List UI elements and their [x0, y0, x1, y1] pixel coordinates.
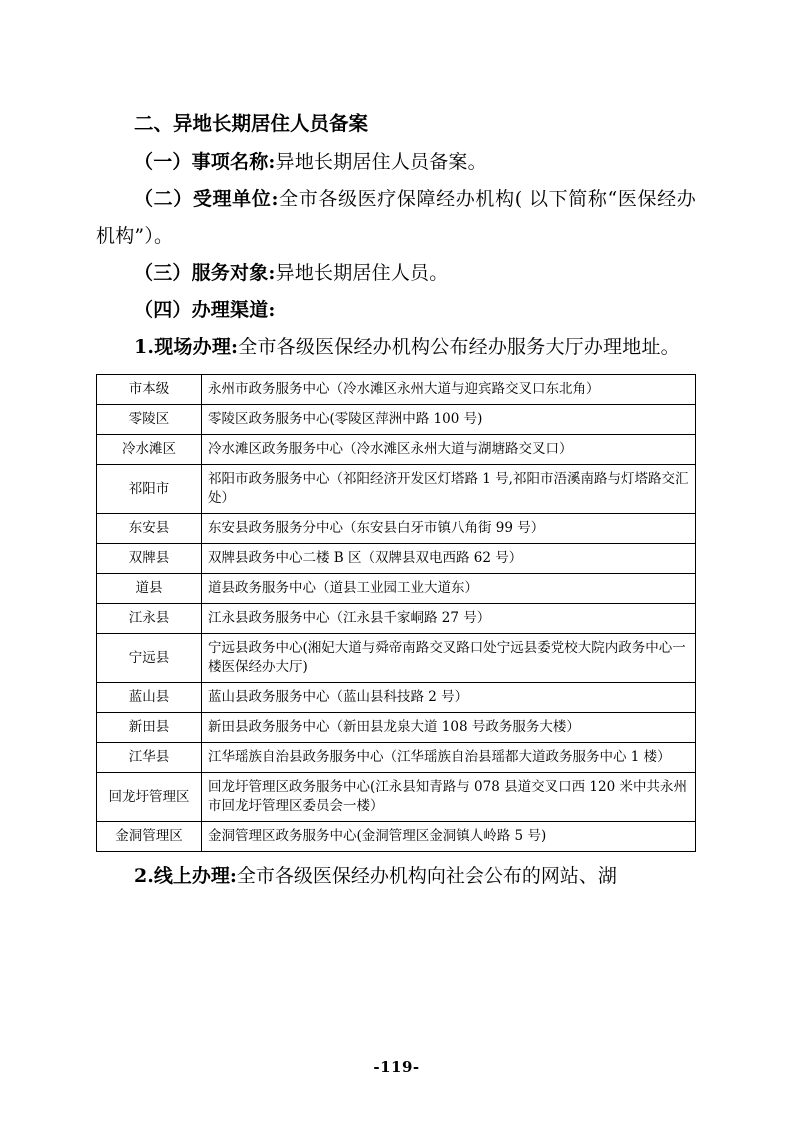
- table-row: [97, 375, 696, 405]
- item-target-paragraph: [96, 255, 696, 292]
- item-unit-paragraph: [96, 181, 696, 255]
- region-cell: 宁远县: [97, 634, 202, 683]
- table-body: [97, 375, 696, 852]
- place-cell: 蓝山县政务服务中心（蓝山县科技路 2 号）: [202, 683, 696, 713]
- place-cell: 江永县政务服务中心（江永县千家峒路 27 号）: [202, 604, 696, 634]
- region-cell: 零陵区: [97, 405, 202, 435]
- region-cell: 东安县: [97, 514, 202, 544]
- online-text: 全市各级医保经办机构向社会公布的网站、湖: [236, 865, 617, 887]
- table-row: [97, 465, 696, 514]
- region-cell: 双牌县: [97, 544, 202, 574]
- table-row: [97, 743, 696, 773]
- item-name-text: 异地长期居住人员备案。: [275, 151, 487, 173]
- place-cell: 永州市政务服务中心（冷水滩区永州大道与迎宾路交叉口东北角）: [202, 375, 696, 405]
- onsite-paragraph: [96, 329, 696, 366]
- place-cell: 祁阳市政务服务中心（祁阳经济开发区灯塔路 1 号,祁阳市浯溪南路与灯塔路交汇处）: [202, 465, 696, 514]
- place-cell: 冷水滩区政务服务中心（冷水滩区永州大道与湖塘路交叉口）: [202, 435, 696, 465]
- item-unit-label: （二）受理单位:: [134, 188, 279, 210]
- item-channel-paragraph: [96, 292, 696, 329]
- place-cell: 双牌县政务中心二楼 B 区（双牌县双电西路 62 号）: [202, 544, 696, 574]
- onsite-text: 全市各级医保经办机构公布经办服务大厅办理地址。: [238, 336, 680, 358]
- region-cell: 冷水滩区: [97, 435, 202, 465]
- table-row: [97, 435, 696, 465]
- place-cell: 江华瑶族自治县政务服务中心（江华瑶族自治县瑶都大道政务服务中心 1 楼）: [202, 743, 696, 773]
- item-target-text: 异地长期居住人员。: [275, 262, 449, 284]
- table-row: [97, 683, 696, 713]
- service-hall-address-table: [96, 374, 696, 852]
- table-row: [97, 713, 696, 743]
- item-channel-label: （四）办理渠道:: [134, 299, 276, 321]
- region-cell: 道县: [97, 574, 202, 604]
- table-row: [97, 405, 696, 435]
- page-content: [96, 104, 696, 895]
- place-cell: 新田县政务服务中心（新田县龙泉大道 108 号政务服务大楼）: [202, 713, 696, 743]
- region-cell: 金洞管理区: [97, 822, 202, 852]
- page-number: -119-: [373, 1058, 420, 1076]
- table-row: [97, 574, 696, 604]
- region-cell: 江华县: [97, 743, 202, 773]
- table-row: [97, 822, 696, 852]
- section-heading: 二、异地长期居住人员备案: [134, 112, 369, 135]
- online-paragraph: [96, 858, 696, 895]
- region-cell: 回龙圩管理区: [97, 773, 202, 822]
- onsite-label: 1.现场办理:: [134, 336, 239, 358]
- place-cell: 道县政务服务中心（道县工业园工业大道东）: [202, 574, 696, 604]
- table-row: [97, 634, 696, 683]
- region-cell: 新田县: [97, 713, 202, 743]
- item-unit-text: 全市各级医疗保障经办机构( 以下简称“医保经办机构”）。: [96, 188, 696, 247]
- region-cell: 祁阳市: [97, 465, 202, 514]
- place-cell: 回龙圩管理区政务服务中心(江永县知青路与 078 县道交叉口西 120 米中共永州市回龙圩管理区委员会一楼）: [202, 773, 696, 822]
- item-name-label: （一）事项名称:: [134, 151, 276, 173]
- table-row: [97, 604, 696, 634]
- place-cell: 零陵区政务服务中心(零陵区萍洲中路 100 号): [202, 405, 696, 435]
- item-target-label: （三）服务对象:: [134, 262, 276, 284]
- place-cell: 东安县政务服务分中心（东安县白牙市镇八角街 99 号）: [202, 514, 696, 544]
- region-cell: 江永县: [97, 604, 202, 634]
- region-cell: 蓝山县: [97, 683, 202, 713]
- table-row: [97, 773, 696, 822]
- online-label: 2.线上办理:: [134, 865, 237, 887]
- place-cell: 金洞管理区政务服务中心(金洞管理区金洞镇人岭路 5 号): [202, 822, 696, 852]
- place-cell: 宁远县政务中心(湘妃大道与舜帝南路交叉路口处宁远县委党校大院内政务中心一楼医保经办大厅): [202, 634, 696, 683]
- region-cell: 市本级: [97, 375, 202, 405]
- item-name-paragraph: [96, 144, 696, 181]
- table-row: [97, 514, 696, 544]
- table-row: [97, 544, 696, 574]
